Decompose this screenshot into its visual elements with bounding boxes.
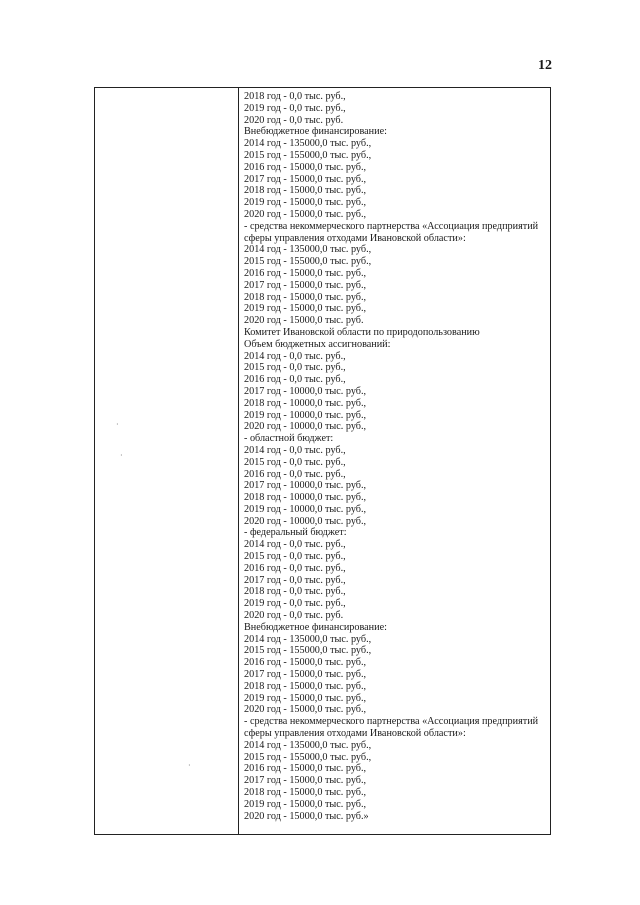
funding-line: 2018 год - 10000,0 тыс. руб., — [244, 492, 367, 504]
funding-line: Внебюджетное финансирование: — [244, 621, 387, 633]
funding-line: 2017 год - 15000,0 тыс. руб., — [244, 775, 367, 787]
funding-line: - федеральный бюджет: — [244, 527, 347, 539]
funding-line: 2019 год - 15000,0 тыс. руб., — [244, 303, 367, 315]
funding-line: 2019 год - 15000,0 тыс. руб., — [244, 197, 367, 209]
funding-line: 2017 год - 0,0 тыс. руб., — [244, 574, 346, 586]
funding-line: 2014 год - 0,0 тыс. руб., — [244, 539, 346, 551]
funding-line: 2015 год - 155000,0 тыс. руб., — [244, 751, 372, 763]
funding-line: 2018 год - 10000,0 тыс. руб., — [244, 397, 367, 409]
page-number: 12 — [538, 58, 552, 73]
funding-line: 2014 год - 0,0 тыс. руб., — [244, 350, 346, 362]
column-divider — [238, 88, 239, 834]
funding-line: 2018 год - 0,0 тыс. руб., — [244, 91, 346, 102]
funding-line: 2016 год - 0,0 тыс. руб., — [244, 374, 346, 386]
funding-line: 2014 год - 135000,0 тыс. руб., — [244, 633, 372, 645]
funding-line: 2019 год - 10000,0 тыс. руб., — [244, 409, 367, 421]
funding-line: 2016 год - 0,0 тыс. руб., — [244, 562, 346, 574]
funding-line: Внебюджетное финансирование: — [244, 126, 387, 138]
funding-line: - областной бюджет: — [244, 433, 334, 445]
funding-line: 2017 год - 15000,0 тыс. руб., — [244, 173, 367, 185]
funding-line: 2016 год - 15000,0 тыс. руб., — [244, 267, 367, 279]
funding-line: Объем бюджетных ассигнований: — [244, 338, 391, 350]
funding-line: 2020 год - 15000,0 тыс. руб., — [244, 208, 367, 220]
funding-line: 2019 год - 0,0 тыс. руб., — [244, 598, 346, 610]
funding-line: 2018 год - 15000,0 тыс. руб., — [244, 185, 367, 197]
funding-line: 2015 год - 155000,0 тыс. руб., — [244, 645, 372, 657]
scan-speck: · — [120, 451, 123, 460]
funding-line: 2016 год - 0,0 тыс. руб., — [244, 468, 346, 480]
funding-line: 2015 год - 0,0 тыс. руб., — [244, 456, 346, 468]
funding-line: 2014 год - 135000,0 тыс. руб., — [244, 244, 372, 256]
funding-line: 2015 год - 155000,0 тыс. руб., — [244, 149, 372, 161]
funding-line: 2020 год - 10000,0 тыс. руб., — [244, 421, 367, 433]
funding-line: сферы управления отходами Ивановской области»: — [244, 232, 466, 244]
funding-line: 2020 год - 10000,0 тыс. руб., — [244, 515, 367, 527]
funding-line: - средства некоммерческого партнерства «Ассоциация предприятий — [244, 220, 539, 232]
funding-line: 2015 год - 0,0 тыс. руб., — [244, 362, 346, 374]
funding-line: - средства некоммерческого партнерства «Ассоциация предприятий — [244, 716, 539, 728]
funding-line: сферы управления отходами Ивановской области»: — [244, 728, 466, 740]
funding-line: 2016 год - 15000,0 тыс. руб., — [244, 161, 367, 173]
funding-line: 2019 год - 15000,0 тыс. руб., — [244, 798, 367, 810]
funding-line: 2016 год - 15000,0 тыс. руб., — [244, 657, 367, 669]
funding-line: 2018 год - 15000,0 тыс. руб., — [244, 787, 367, 799]
funding-line: 2014 год - 135000,0 тыс. руб., — [244, 739, 372, 751]
funding-line: Комитет Ивановской области по природопользованию — [244, 326, 480, 338]
funding-line: 2020 год - 0,0 тыс. руб. — [244, 114, 344, 126]
funding-text-cell — [244, 91, 546, 822]
funding-line: 2019 год - 0,0 тыс. руб., — [244, 102, 346, 114]
funding-line: 2018 год - 15000,0 тыс. руб., — [244, 680, 367, 692]
funding-line: 2019 год - 15000,0 тыс. руб., — [244, 692, 367, 704]
funding-line: 2015 год - 155000,0 тыс. руб., — [244, 256, 372, 268]
funding-line: 2017 год - 15000,0 тыс. руб., — [244, 279, 367, 291]
funding-line: 2014 год - 135000,0 тыс. руб., — [244, 138, 372, 150]
funding-line: 2020 год - 0,0 тыс. руб. — [244, 610, 344, 622]
funding-line: 2020 год - 15000,0 тыс. руб.» — [244, 810, 369, 822]
funding-line: 2020 год - 15000,0 тыс. руб. — [244, 315, 364, 327]
scan-speck: · — [116, 420, 119, 429]
funding-line: 2016 год - 15000,0 тыс. руб., — [244, 763, 367, 775]
funding-line: 2018 год - 15000,0 тыс. руб., — [244, 291, 367, 303]
funding-table — [94, 87, 551, 835]
funding-line: 2018 год - 0,0 тыс. руб., — [244, 586, 346, 598]
funding-line: 2019 год - 10000,0 тыс. руб., — [244, 503, 367, 515]
funding-line: 2014 год - 0,0 тыс. руб., — [244, 444, 346, 456]
funding-line: 2017 год - 10000,0 тыс. руб., — [244, 480, 367, 492]
funding-line: 2017 год - 10000,0 тыс. руб., — [244, 385, 367, 397]
scan-speck: · — [188, 761, 191, 770]
funding-line: 2020 год - 15000,0 тыс. руб., — [244, 704, 367, 716]
funding-line: 2015 год - 0,0 тыс. руб., — [244, 551, 346, 563]
funding-line: 2017 год - 15000,0 тыс. руб., — [244, 669, 367, 681]
